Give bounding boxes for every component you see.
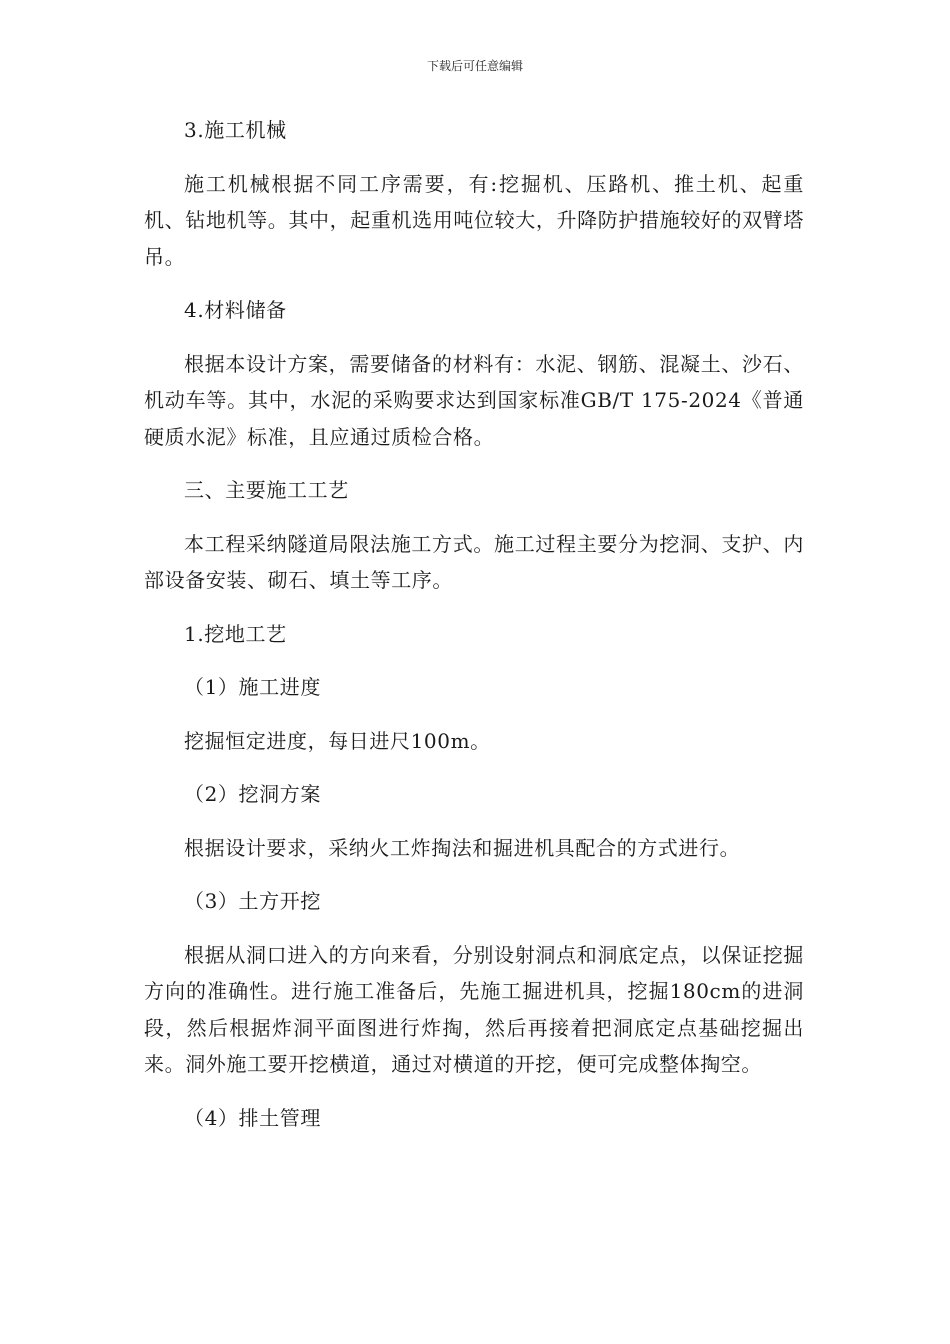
subheading-progress: （1）施工进度 (184, 675, 321, 699)
heading-construction-machinery: 3.施工机械 (184, 118, 287, 142)
subheading-earthwork: （3）土方开挖 (184, 889, 321, 913)
paragraph-materials: 根据本设计方案，需要储备的材料有：水泥、钢筋、混凝土、沙石、机动车等。其中，水泥的采购要求达到国家标准GB/T 175-2024《普通硬质水泥》标准，且应通过质检合格。 (144, 351, 804, 449)
heading-excavation-process: 1.挖地工艺 (184, 621, 287, 646)
heading-main-process: 三、主要施工工艺 (184, 478, 349, 502)
paragraph-progress: 挖掘恒定进度，每日进尺100m。 (184, 728, 491, 753)
document-body (144, 112, 804, 1136)
paragraph-earthwork: 根据从洞口进入的方向来看，分别设射洞点和洞底定点，以保证挖掘方向的准确性。进行施工准备后，先施工掘进机具，挖掘180cm的进洞段，然后根据炸洞平面图进行炸掏，然后再接着把洞底定点基础挖掘出来。洞外施工要开挖横道，通过对横道的开挖，便可完成整体掏空。 (144, 942, 804, 1076)
page-header-note: 下载后可任意编辑 (426, 59, 523, 73)
subheading-tunnel-plan: （2）挖洞方案 (184, 782, 321, 806)
paragraph-construction-method: 本工程采纳隧道局限法施工方式。施工过程主要分为挖洞、支护、内部设备安装、砌石、填土等工序。 (144, 531, 804, 592)
heading-material-reserve: 4.材料储备 (184, 298, 287, 322)
paragraph-machinery: 施工机械根据不同工序需要，有:挖掘机、压路机、推土机、起重机、钻地机等。其中，起重机选用吨位较大，升降防护措施较好的双臂塔吊。 (144, 171, 804, 269)
paragraph-tunnel-plan: 根据设计要求，采纳火工炸掏法和掘进机具配合的方式进行。 (184, 835, 741, 860)
subheading-soil-discharge: （4）排土管理 (184, 1105, 321, 1130)
